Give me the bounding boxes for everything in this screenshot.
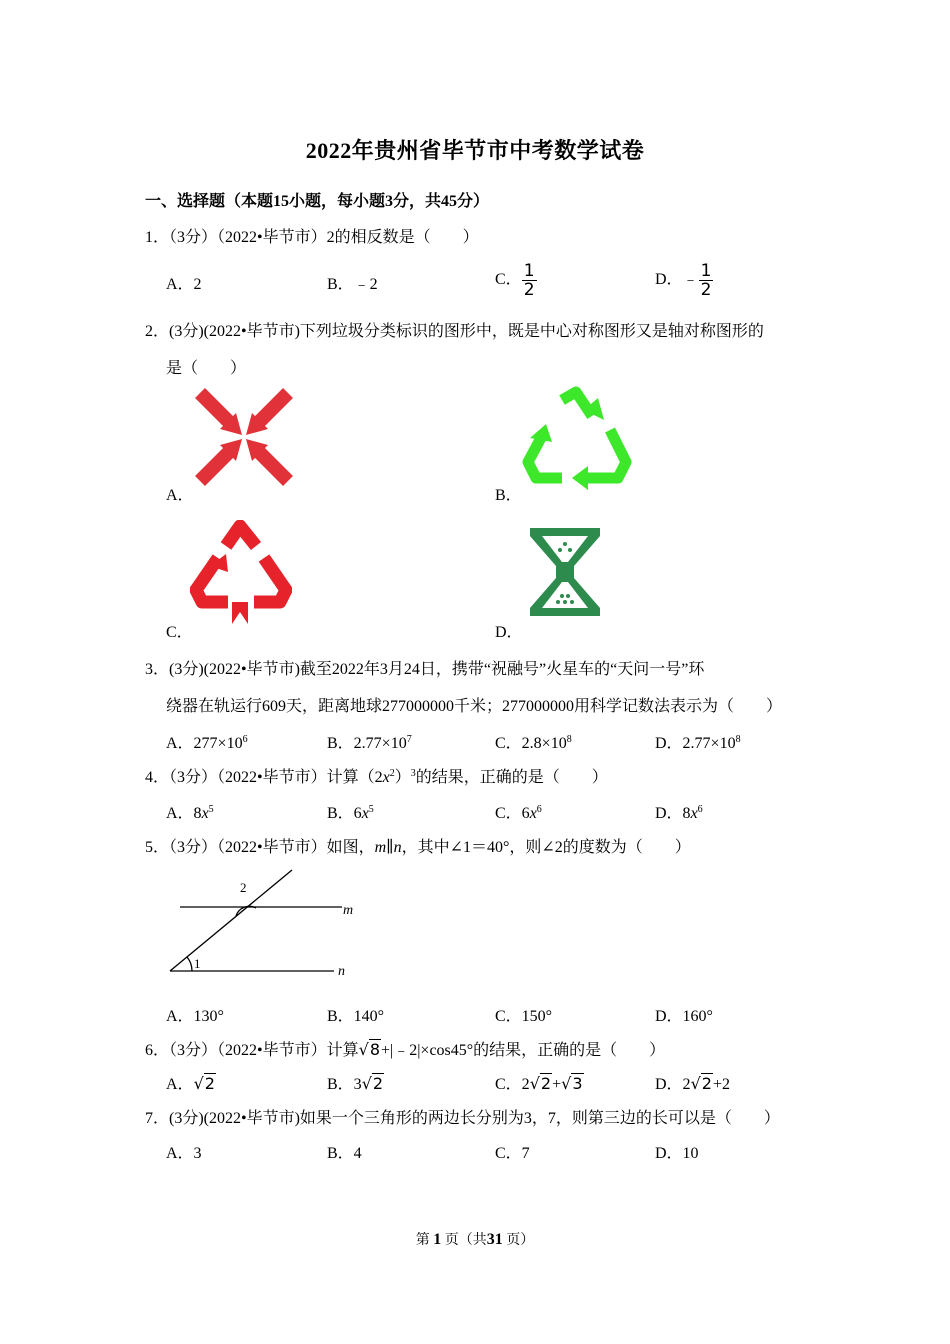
exponent: 3 (410, 768, 416, 779)
footer-text: 页） (506, 1233, 535, 1248)
denominator: 2 (700, 280, 712, 300)
figure-a-arrows-inward (192, 385, 296, 489)
exponent: 8 (566, 734, 572, 745)
stem-text: ，其中∠1＝40°，则∠2的度数为（ ） (401, 839, 691, 856)
stem-text: 6．（3分）（2022•毕节市）计算 (145, 1042, 359, 1059)
question-2-stem-line2: 是（ ） (166, 360, 247, 377)
question-3-stem-line1: 3．(3分)(2022•毕节市)截至2022年3月24日，携带“祝融号”火星车的“天问一号”环 (145, 661, 705, 678)
q1-option-c (495, 262, 537, 299)
exponent: 6 (536, 804, 542, 815)
figure-parallel-lines (162, 864, 362, 984)
page-footer (0, 1229, 950, 1249)
q3-option-d (655, 730, 741, 753)
footer-text: 第 (415, 1233, 430, 1248)
exponent: 6 (697, 804, 703, 815)
numerator: 1 (523, 261, 535, 281)
option-text: +2 (712, 1076, 730, 1093)
option-text: B．2.77×10 (327, 735, 407, 752)
q6-option-d (655, 1071, 730, 1094)
question-5-stem (145, 834, 691, 857)
exponent: 2 (389, 768, 395, 779)
radical: √8 (358, 1040, 380, 1059)
q1-option-b: B．﹣2 (327, 276, 378, 293)
option-text: A．8 (166, 805, 202, 822)
angle-label-1: 1 (194, 956, 201, 971)
exponent: 5 (368, 804, 374, 815)
stem-text: 的结果，正确的是（ ） (415, 769, 608, 786)
q4-option-b (327, 800, 374, 823)
radicand: 3 (572, 1074, 583, 1093)
option-text: A． (166, 1076, 194, 1093)
option-text: D．2 (655, 1076, 691, 1093)
denominator: 2 (523, 280, 535, 300)
exponent: 5 (208, 804, 214, 815)
q1-option-a: A．2 (166, 276, 202, 293)
q4-option-c (495, 800, 542, 823)
q7-option-d: D．10 (655, 1145, 699, 1162)
question-1-stem: 1．（3分）（2022•毕节市）2的相反数是（ ） (145, 229, 479, 246)
q3-option-c (495, 730, 572, 753)
option-text: C．2 (495, 1076, 530, 1093)
q2-option-b: B． (495, 487, 522, 504)
line-label-n: n (338, 964, 345, 979)
option-text: B．6 (327, 805, 362, 822)
variable: x (361, 805, 369, 822)
line-label-m: m (343, 903, 354, 918)
radicand: 2 (540, 1074, 552, 1093)
variable: x (382, 769, 390, 786)
option-text: C．2.8×10 (495, 735, 567, 752)
numerator: 1 (700, 261, 712, 281)
exponent: 8 (735, 734, 741, 745)
figure-d-hourglass (524, 522, 606, 622)
q2-option-d: D． (495, 624, 523, 641)
page-total: 31 (486, 1231, 503, 1248)
exponent: 6 (242, 734, 248, 745)
exponent: 7 (406, 734, 412, 745)
q3-option-a (166, 730, 248, 753)
parallel-symbol: ∥ (386, 839, 394, 856)
radicand: 2 (701, 1074, 712, 1093)
q5-option-b: B．140° (327, 1008, 385, 1025)
question-2-stem-line1: 2．(3分)(2022•毕节市)下列垃圾分类标识的图形中，既是中心对称图形又是轴对称图形的 (145, 323, 764, 340)
variable: n (393, 839, 402, 856)
angle-label-2: 2 (240, 880, 247, 895)
variable: x (529, 805, 537, 822)
radicand: 8 (369, 1040, 380, 1059)
q7-option-c: C．7 (495, 1145, 530, 1162)
stem-text: +|﹣2|×cos45°的结果，正确的是（ ） (381, 1042, 666, 1059)
q6-option-c (495, 1071, 584, 1094)
q4-option-d (655, 800, 703, 823)
question-6-stem (145, 1037, 665, 1060)
stem-text: ） (394, 769, 411, 786)
stem-text: 4．（3分）（2022•毕节市）计算（2 (145, 769, 383, 786)
radical: √3 (561, 1074, 583, 1093)
figure-b-recycle-triangle (522, 386, 634, 490)
variable: m (374, 839, 387, 856)
plus-sign: + (552, 1076, 562, 1093)
radical: √2 (529, 1074, 552, 1093)
q6-option-b (327, 1071, 384, 1094)
question-3-stem-line2: 绕器在轨运行609天，距离地球277000000千米；277000000用科学记数法表示为（ ） (166, 698, 783, 715)
option-text: D．8 (655, 805, 691, 822)
page-title: 2022年贵州省毕节市中考数学试卷 (305, 138, 645, 163)
q2-option-a: A． (166, 487, 194, 504)
q1-option-d-label: D．﹣ (655, 271, 699, 289)
stem-text: 5．（3分）（2022•毕节市）如图， (145, 839, 375, 856)
q2-option-c: C． (166, 624, 193, 641)
option-text: A．277×10 (166, 735, 243, 752)
q1-option-c-label: C． (495, 271, 522, 289)
radical: √2 (690, 1074, 712, 1093)
option-text: D．2.77×10 (655, 735, 736, 752)
q7-option-b: B．4 (327, 1145, 362, 1162)
radical: √2 (361, 1074, 384, 1093)
variable: x (201, 805, 209, 822)
question-7-stem: 7．(3分)(2022•毕节市)如果一个三角形的两边长分别为3，7，则第三边的长可以是（ ） (145, 1110, 780, 1127)
q5-option-d: D．160° (655, 1008, 713, 1025)
q6-option-a (166, 1071, 216, 1094)
q1-option-d (655, 262, 713, 299)
question-4-stem (145, 764, 608, 787)
variable: x (690, 805, 698, 822)
fraction (699, 262, 714, 299)
section-heading: 一、选择题（本题15小题，每小题3分，共45分） (145, 193, 490, 210)
option-text: B．3 (327, 1076, 362, 1093)
q3-option-b (327, 730, 412, 753)
radicand: 2 (204, 1074, 215, 1093)
q5-option-a: A．130° (166, 1008, 224, 1025)
option-text: C．6 (495, 805, 530, 822)
footer-text: 页（共 (444, 1233, 487, 1248)
figure-c-recycle-tree (190, 520, 292, 626)
q4-option-a (166, 800, 214, 823)
page-number: 1 (433, 1231, 442, 1248)
radical: √2 (193, 1074, 215, 1093)
q5-option-c: C．150° (495, 1008, 553, 1025)
radicand: 2 (372, 1074, 384, 1093)
fraction (522, 262, 537, 299)
q7-option-a: A．3 (166, 1145, 202, 1162)
